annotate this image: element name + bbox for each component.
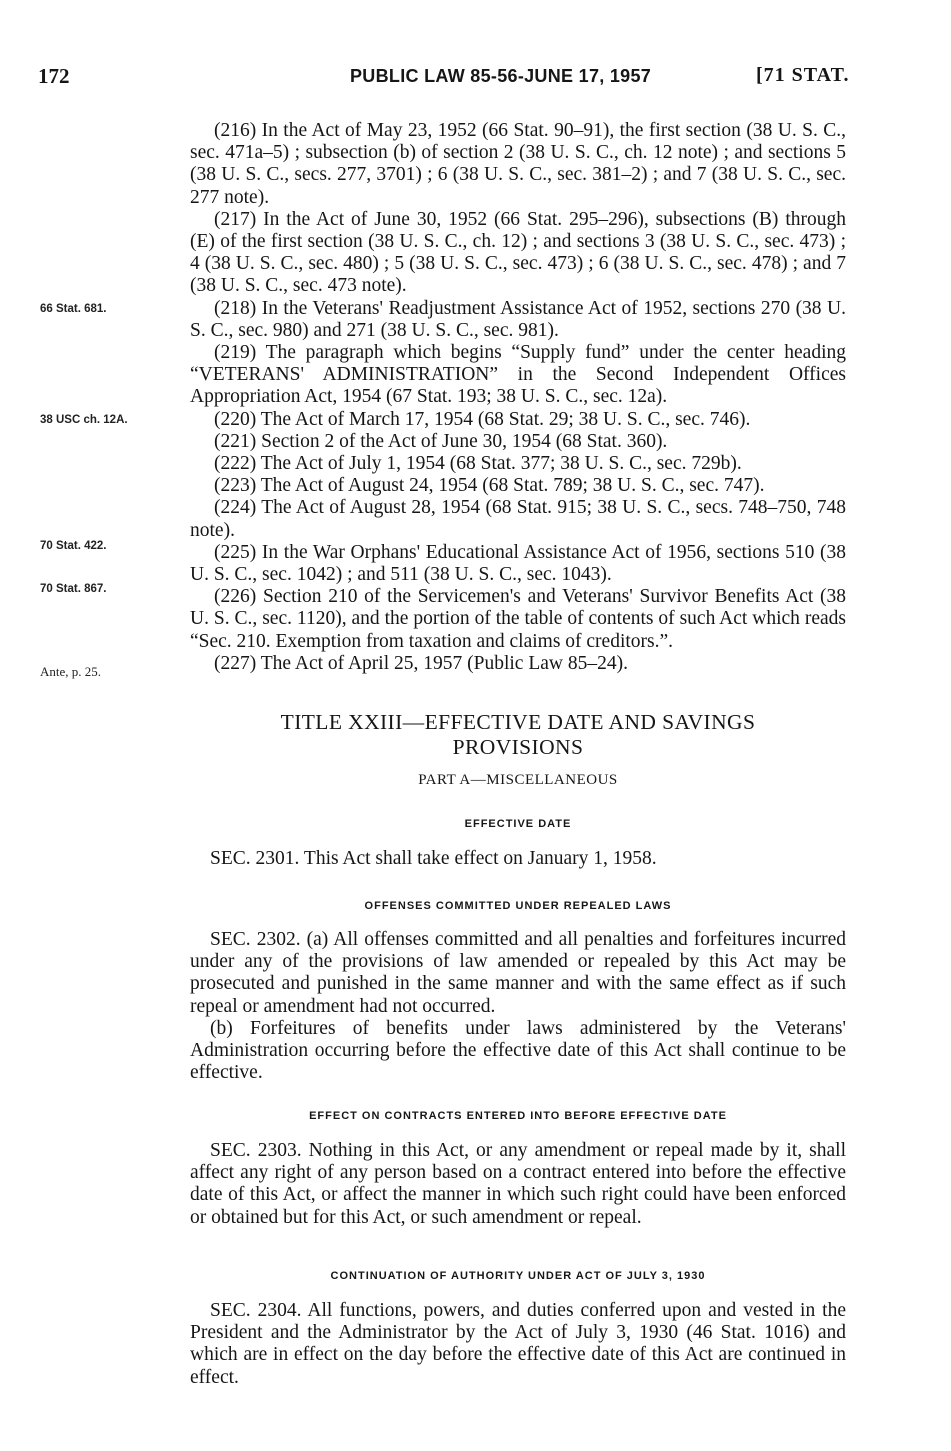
page-number: 172: [38, 64, 70, 88]
list-item: (227) The Act of April 25, 1957 (Public Law 85–24).: [214, 652, 628, 674]
section-text: SEC. 2304. All functions, powers, and duties conferred upon and vested in the President and the Administrator by the Act of July 3, 1930 (46 Stat. 1016) and which are in effect on the day before the effective date of this Act are continued in effect.: [190, 1300, 846, 1388]
section-heading: CONTINUATION OF AUTHORITY UNDER ACT OF JULY 3, 1930: [330, 1270, 706, 1282]
title-heading: TITLE XXIII—EFFECTIVE DATE AND SAVINGS PROVISIONS: [280, 710, 756, 759]
list-item: (217) In the Act of June 30, 1952 (66 Stat. 295–296), subsections (B) through (E) of the first section (38 U. S. C., ch. 12) ; and sections 3 (38 U. S. C., sec. 473) ; 4 (38 U. S. C., sec. 480) ; 5 (38 U. S. C., sec. 473) ; 6 (38 U. S. C., sec. 478) ; and 7 (38 U. S. C., sec. 473 note).: [190, 208, 846, 297]
margin-note: 70 Stat. 867.: [40, 583, 107, 595]
section-heading: EFFECT ON CONTRACTS ENTERED INTO BEFORE EFFECTIVE DATE: [309, 1110, 727, 1122]
section-2303: [190, 1140, 846, 1229]
list-item: (216) In the Act of May 23, 1952 (66 Stat. 90–91), the first section (38 U. S. C., sec. 471a–5) ; subsection (b) of section 2 (38 U. S. C., ch. 12 note) ; and sections 5 (38 U. S. C., secs. 277, 3701) ; 6 (38 U. S. C., sec. 381–2) ; and 7 (38 U. S. C., sec. 277 note).: [190, 120, 846, 208]
list-item: (219) The paragraph which begins “Supply fund” under the center heading “VETERANS' ADMINISTRATION” in the Second Independent Offices Appropriation Act, 1954 (67 Stat. 193; 38 U. S. C., sec. 12a).: [190, 342, 846, 408]
volume-reference: [71 STAT.: [756, 64, 850, 86]
list-item: (224) The Act of August 28, 1954 (68 Stat. 915; 38 U. S. C., secs. 748–750, 748 note).: [190, 497, 846, 541]
list-item: (225) In the War Orphans' Educational Assistance Act of 1956, sections 510 (38 U. S. C., sec. 1042) ; and 511 (38 U. S. C., sec. 1043).: [190, 541, 846, 586]
margin-note: Ante, p. 25.: [40, 664, 102, 679]
section-2302: [190, 929, 846, 1084]
section-text: (b) Forfeitures of benefits under laws administered by the Veterans' Administration occurring before the effective date of this Act shall continue to be effective.: [190, 1017, 846, 1084]
page-header: [0, 60, 951, 90]
running-head: PUBLIC LAW 85-56-JUNE 17, 1957: [350, 66, 652, 86]
list-item: (226) Section 210 of the Servicemen's and Veterans' Survivor Benefits Act (38 U. S. C., sec. 1120), and the portion of the table of contents of such Act which reads “Sec. 210. Exemption from taxation and claims of creditors.”.: [190, 586, 846, 652]
list-item: (220) The Act of March 17, 1954 (68 Stat. 29; 38 U. S. C., sec. 746).: [214, 408, 751, 430]
section-heading: OFFENSES COMMITTED UNDER REPEALED LAWS: [364, 900, 672, 912]
margin-note: 38 USC ch. 12A.: [40, 414, 128, 426]
section-text: SEC. 2302. (a) All offenses committed and all penalties and forfeitures incurred under any of the provisions of law amended or repealed by this Act may be prosecuted and punished in the same manner and with the same effect as if such repeal or amendment had not occurred.: [190, 929, 846, 1017]
margin-note: 66 Stat. 681.: [40, 303, 107, 315]
section-text: SEC. 2301. This Act shall take effect on January 1, 1958.: [210, 848, 657, 869]
list-item: (223) The Act of August 24, 1954 (68 Stat. 789; 38 U. S. C., sec. 747).: [214, 475, 765, 497]
list-item: (218) In the Veterans' Readjustment Assistance Act of 1952, sections 270 (38 U. S. C., sec. 980) and 271 (38 U. S. C., sec. 981).: [190, 297, 846, 341]
section-2304: [190, 1300, 846, 1389]
section-2301: [190, 848, 846, 870]
section-text: SEC. 2303. Nothing in this Act, or any amendment or repeal made by it, shall affect any right of any person based on a contract entered into before the effective date of this Act, or affect the manner in which such right could have been enforced or obtained but for this Act, or such amendment or repeal.: [190, 1140, 846, 1228]
list-item: (221) Section 2 of the Act of June 30, 1954 (68 Stat. 360).: [214, 430, 668, 452]
margin-note: 70 Stat. 422.: [40, 540, 107, 552]
part-heading: PART A—MISCELLANEOUS: [418, 772, 618, 788]
section-heading: EFFECTIVE DATE: [464, 818, 572, 830]
list-item: (222) The Act of July 1, 1954 (68 Stat. 377; 38 U. S. C., sec. 729b).: [214, 453, 742, 475]
repeal-list: [190, 120, 846, 675]
